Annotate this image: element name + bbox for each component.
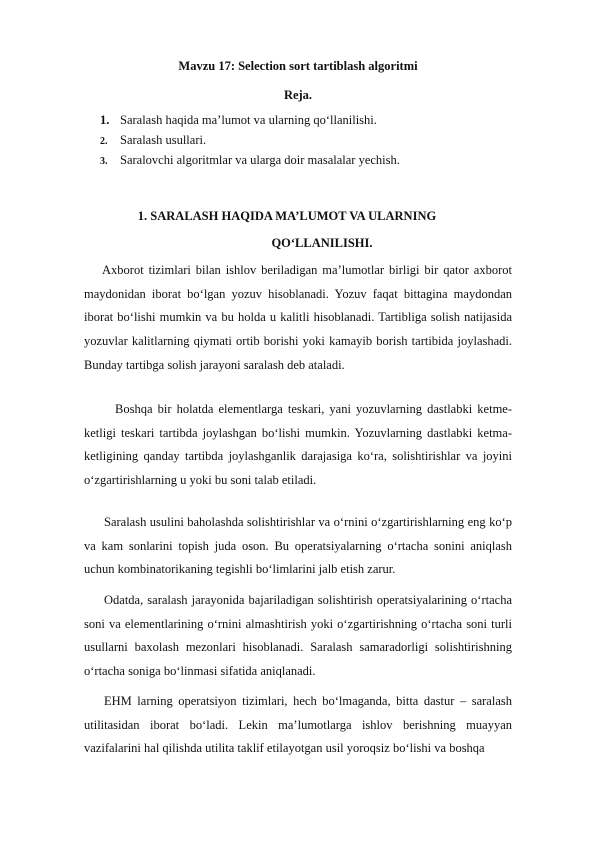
plan-item-number: 3.	[100, 156, 108, 167]
plan-item-number: 2.	[100, 136, 108, 147]
plan-item-text: Saralash usullari.	[120, 133, 207, 147]
body-paragraph: Axborot tizimlari bilan ishlov beriladigan ma’lumotlar birligi bir qator axborot maydonidan iborat bo‘lgan yozuv hisoblanadi. Yozuv faqat bittagina maydondan iborat bo‘lishi mumkin va bu holda u kalitli hisoblanadi. Tartibliga solish natijasida yozuvlar kalitlarning qiymati ortib borishi yoki kamayib borish tartibida joylashadi. Bunday tartibga solish jarayoni saralash deb ataladi.	[84, 263, 512, 372]
section-heading-line-1: 1. SARALASH HAQIDA MA’LUMOT VA ULARNING	[137, 209, 437, 223]
plan-item	[100, 130, 400, 150]
section-heading-line-2: QO‘LLANILISHI.	[271, 236, 373, 250]
plan-item	[100, 110, 400, 130]
plan-item-text: Saralovchi algoritmlar va ularga doir masalalar yechish.	[120, 153, 400, 167]
body-paragraph: Odatda, saralash jarayonida bajariladigan solishtirish operatsiyalarining o‘rtacha soni va elementlarining o‘rnini almashtirish yoki o‘zgartirishning o‘rtacha soni turli usullarni baxolash mezonlari hisoblanadi. Saralash samaradorligi solishtirishning o‘rtacha soniga bo‘linmasi sifatida aniqlanadi.	[84, 593, 512, 679]
plan-list	[100, 110, 400, 170]
plan-item	[100, 150, 400, 170]
section-heading	[0, 203, 596, 257]
plan-item-number: 1.	[100, 113, 110, 127]
body-paragraph: Saralash usulini baholashda solishtirishlar va o‘rnini o‘zgartirishlarning eng ko‘p va kam sonlarini topish juda oson. Bu operatsiyalarning o‘rtacha sonini aniqlash uchun kombinatorikaning tegishli bo‘limlarini jalb etish zarur.	[84, 515, 512, 577]
plan-item-text: Saralash haqida ma’lumot va ularning qo‘llanilishi.	[120, 113, 377, 127]
body-paragraph: EHM larning operatsiyon tizimlari, hech bo‘lmaganda, bitta dastur – saralash utilitasidan iborat bo‘ladi. Lekin ma’lumotlarga ishlov berishning muayyan vazifalarini hal qilishda utilita taklif etilayotgan usil yoroqsiz bo‘lishi va boshqa	[84, 694, 512, 756]
body-paragraph: Boshqa bir holatda elementlarga teskari, yani yozuvlarning dastlabki ketme-ketligi teskari tartibda joylashgan bo‘lishi mumkin. Yozuvlarning dastlabki ketma-ketligining qanday tartibda joylashganlik darajasiga ko‘ra, solishtirishlar va joyini o‘zgartirishlarning u yoki bu soni talab etiladi.	[84, 402, 512, 488]
document-title: Mavzu 17: Selection sort tartiblash algoritmi	[178, 59, 418, 73]
plan-label: Reja.	[283, 88, 313, 102]
